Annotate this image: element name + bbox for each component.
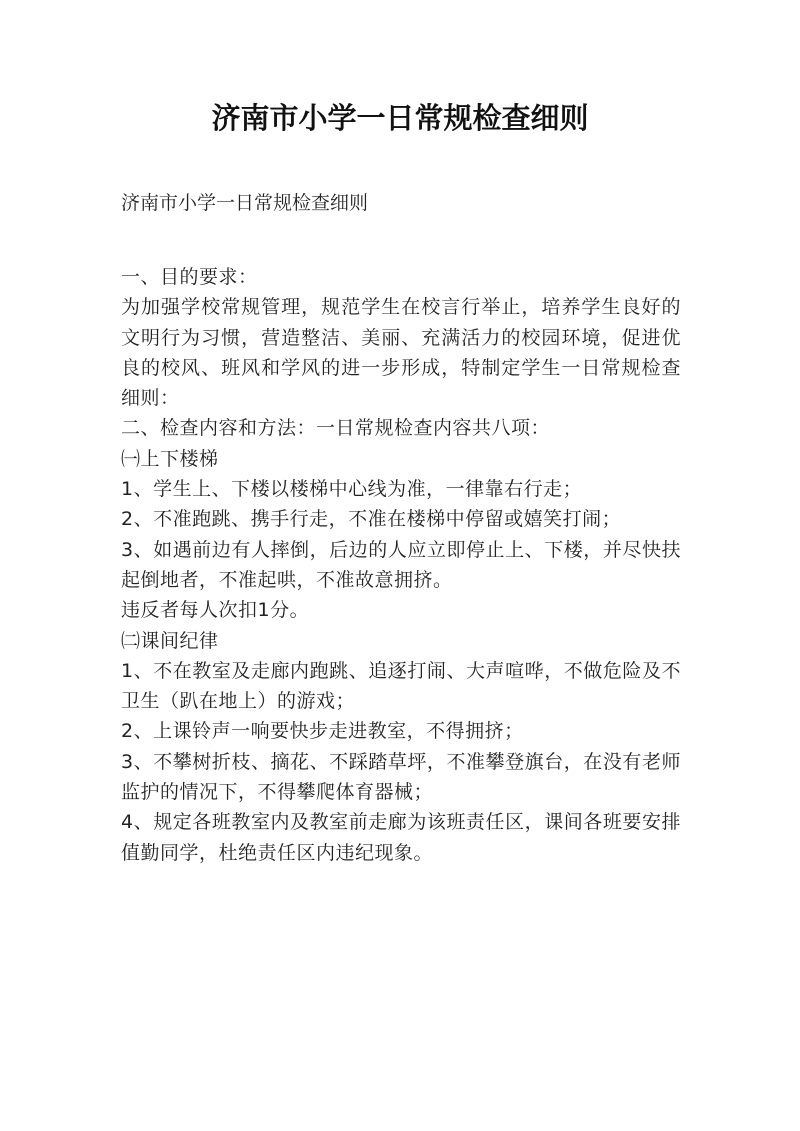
- section-heading-purpose: 一、目的要求：: [121, 266, 258, 288]
- rule-item: 1、学生上、下楼以楼梯中心线为准，一律靠右行走；: [121, 478, 583, 501]
- document-subtitle: 济南市小学一日常规检查细则: [121, 192, 369, 214]
- penalty-note: 违反者每人次扣1分。: [121, 599, 310, 622]
- subsection-heading-stairs: ㈠上下楼梯: [121, 447, 219, 470]
- paragraph-purpose: 为加强学校常规管理，规范学生在校言行举止，培养学生良好的文明行为习惯，营造整洁、美丽、充满活力的校园环境，促进优良的校风、班风和学风的进一步形成，特制定学生一日常规检查细则：: [121, 296, 681, 410]
- rule-item: 2、上课铃声一响要快步走进教室，不得拥挤；: [121, 720, 524, 743]
- rule-item: 3、如遇前边有人摔倒，后边的人应立即停止上、下楼，并尽快扶起倒地者，不准起哄，不准故意拥挤。: [121, 538, 681, 591]
- rule-item: 4、规定各班教室内及教室前走廊为该班责任区，课间各班要安排值勤同学，杜绝责任区内违纪现象。: [121, 811, 681, 864]
- section-heading-inspection: 二、检查内容和方法：一日常规检查内容共八项：: [121, 417, 551, 440]
- document-title: 济南市小学一日常规检查细则: [211, 101, 589, 135]
- subsection-heading-recess: ㈡课间纪律: [121, 629, 219, 652]
- rule-item: 3、不攀树折枝、摘花、不踩踏草坪，不准攀登旗台，在没有老师监护的情况下，不得攀爬体育器械；: [121, 750, 681, 804]
- rule-item: 2、不准跑跳、携手行走，不准在楼梯中停留或嬉笑打闹；: [121, 508, 622, 531]
- document-body: [121, 262, 681, 868]
- rule-item: 1、不在教室及走廊内跑跳、追逐打闹、大声喧哗，不做危险及不卫生（趴在地上）的游戏；: [121, 659, 681, 713]
